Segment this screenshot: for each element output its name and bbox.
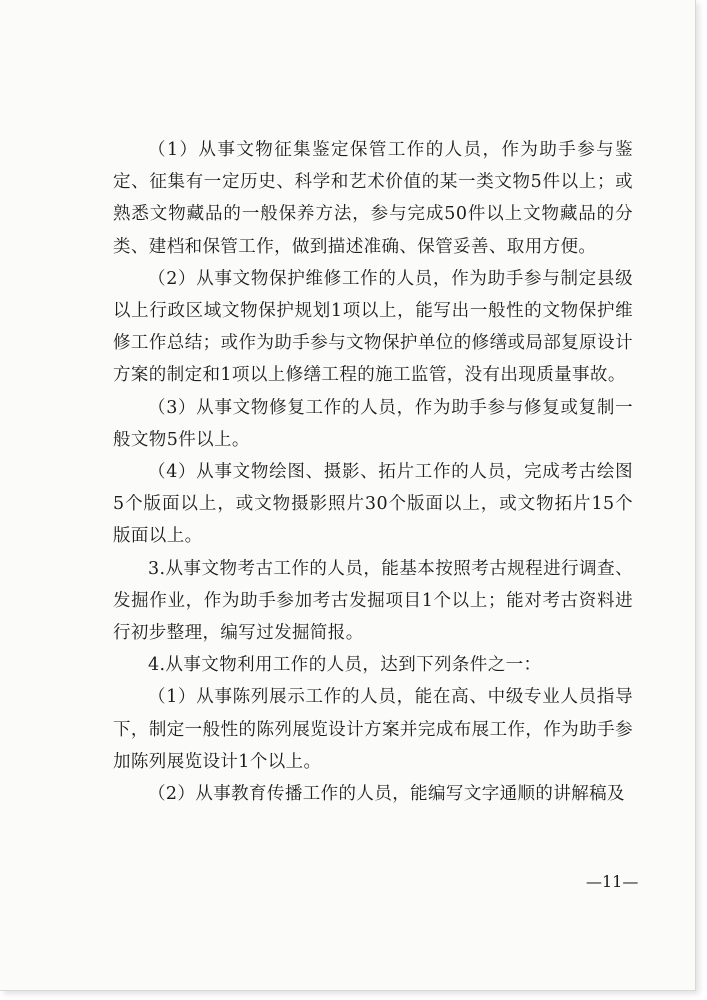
page-number: —11— (586, 872, 639, 891)
paragraph-4-1-exhibition: （1）从事陈列展示工作的人员，能在高、中级专业人员指导下，制定一般性的陈列展览设计方案并完成布展工作，作为助手参加陈列展览设计1个以上。 (113, 687, 633, 772)
paragraph-4-utilization: 4.从事文物利用工作的人员，达到下列条件之一： (148, 655, 542, 676)
body-text (113, 134, 633, 810)
paragraph-1-3-restoration: （3）从事文物修复工作的人员，作为助手参与修复或复制一般文物5件以上。 (113, 397, 633, 450)
paragraph-3-archaeology: 3.从事文物考古工作的人员，能基本按照考古规程进行调查、发掘作业，作为助手参加考古发掘项目1个以上；能对考古资料进行初步整理，编写过发掘简报。 (113, 558, 633, 644)
paragraph-4-2-education: （2）从事教育传播工作的人员，能编写文字通顺的讲解稿及 (148, 784, 625, 805)
paragraph-1-4-drawing-photo: （4）从事文物绘图、摄影、拓片工作的人员，完成考古绘图5个版面以上，或文物摄影照片30个版面以上，或文物拓片15个版面以上。 (113, 462, 633, 547)
paragraph-1-2-maintenance: （2）从事文物保护维修工作的人员，作为助手参与制定县级以上行政区域文物保护规划1项以上，能写出一般性的文物保护维修工作总结；或作为助手参与文物保护单位的修缮或局部复原设计方案的制定和1项以上修缮工程的施工监管，没有出现质量事故。 (113, 268, 633, 386)
paragraph-1-1-collection: （1）从事文物征集鉴定保管工作的人员，作为助手参与鉴定、征集有一定历史、科学和艺术价值的某一类文物5件以上；或熟悉文物藏品的一般保养方法，参与完成50件以上文物藏品的分类、建档和保管工作，做到描述准确、保管妥善、取用方便。 (113, 140, 633, 257)
